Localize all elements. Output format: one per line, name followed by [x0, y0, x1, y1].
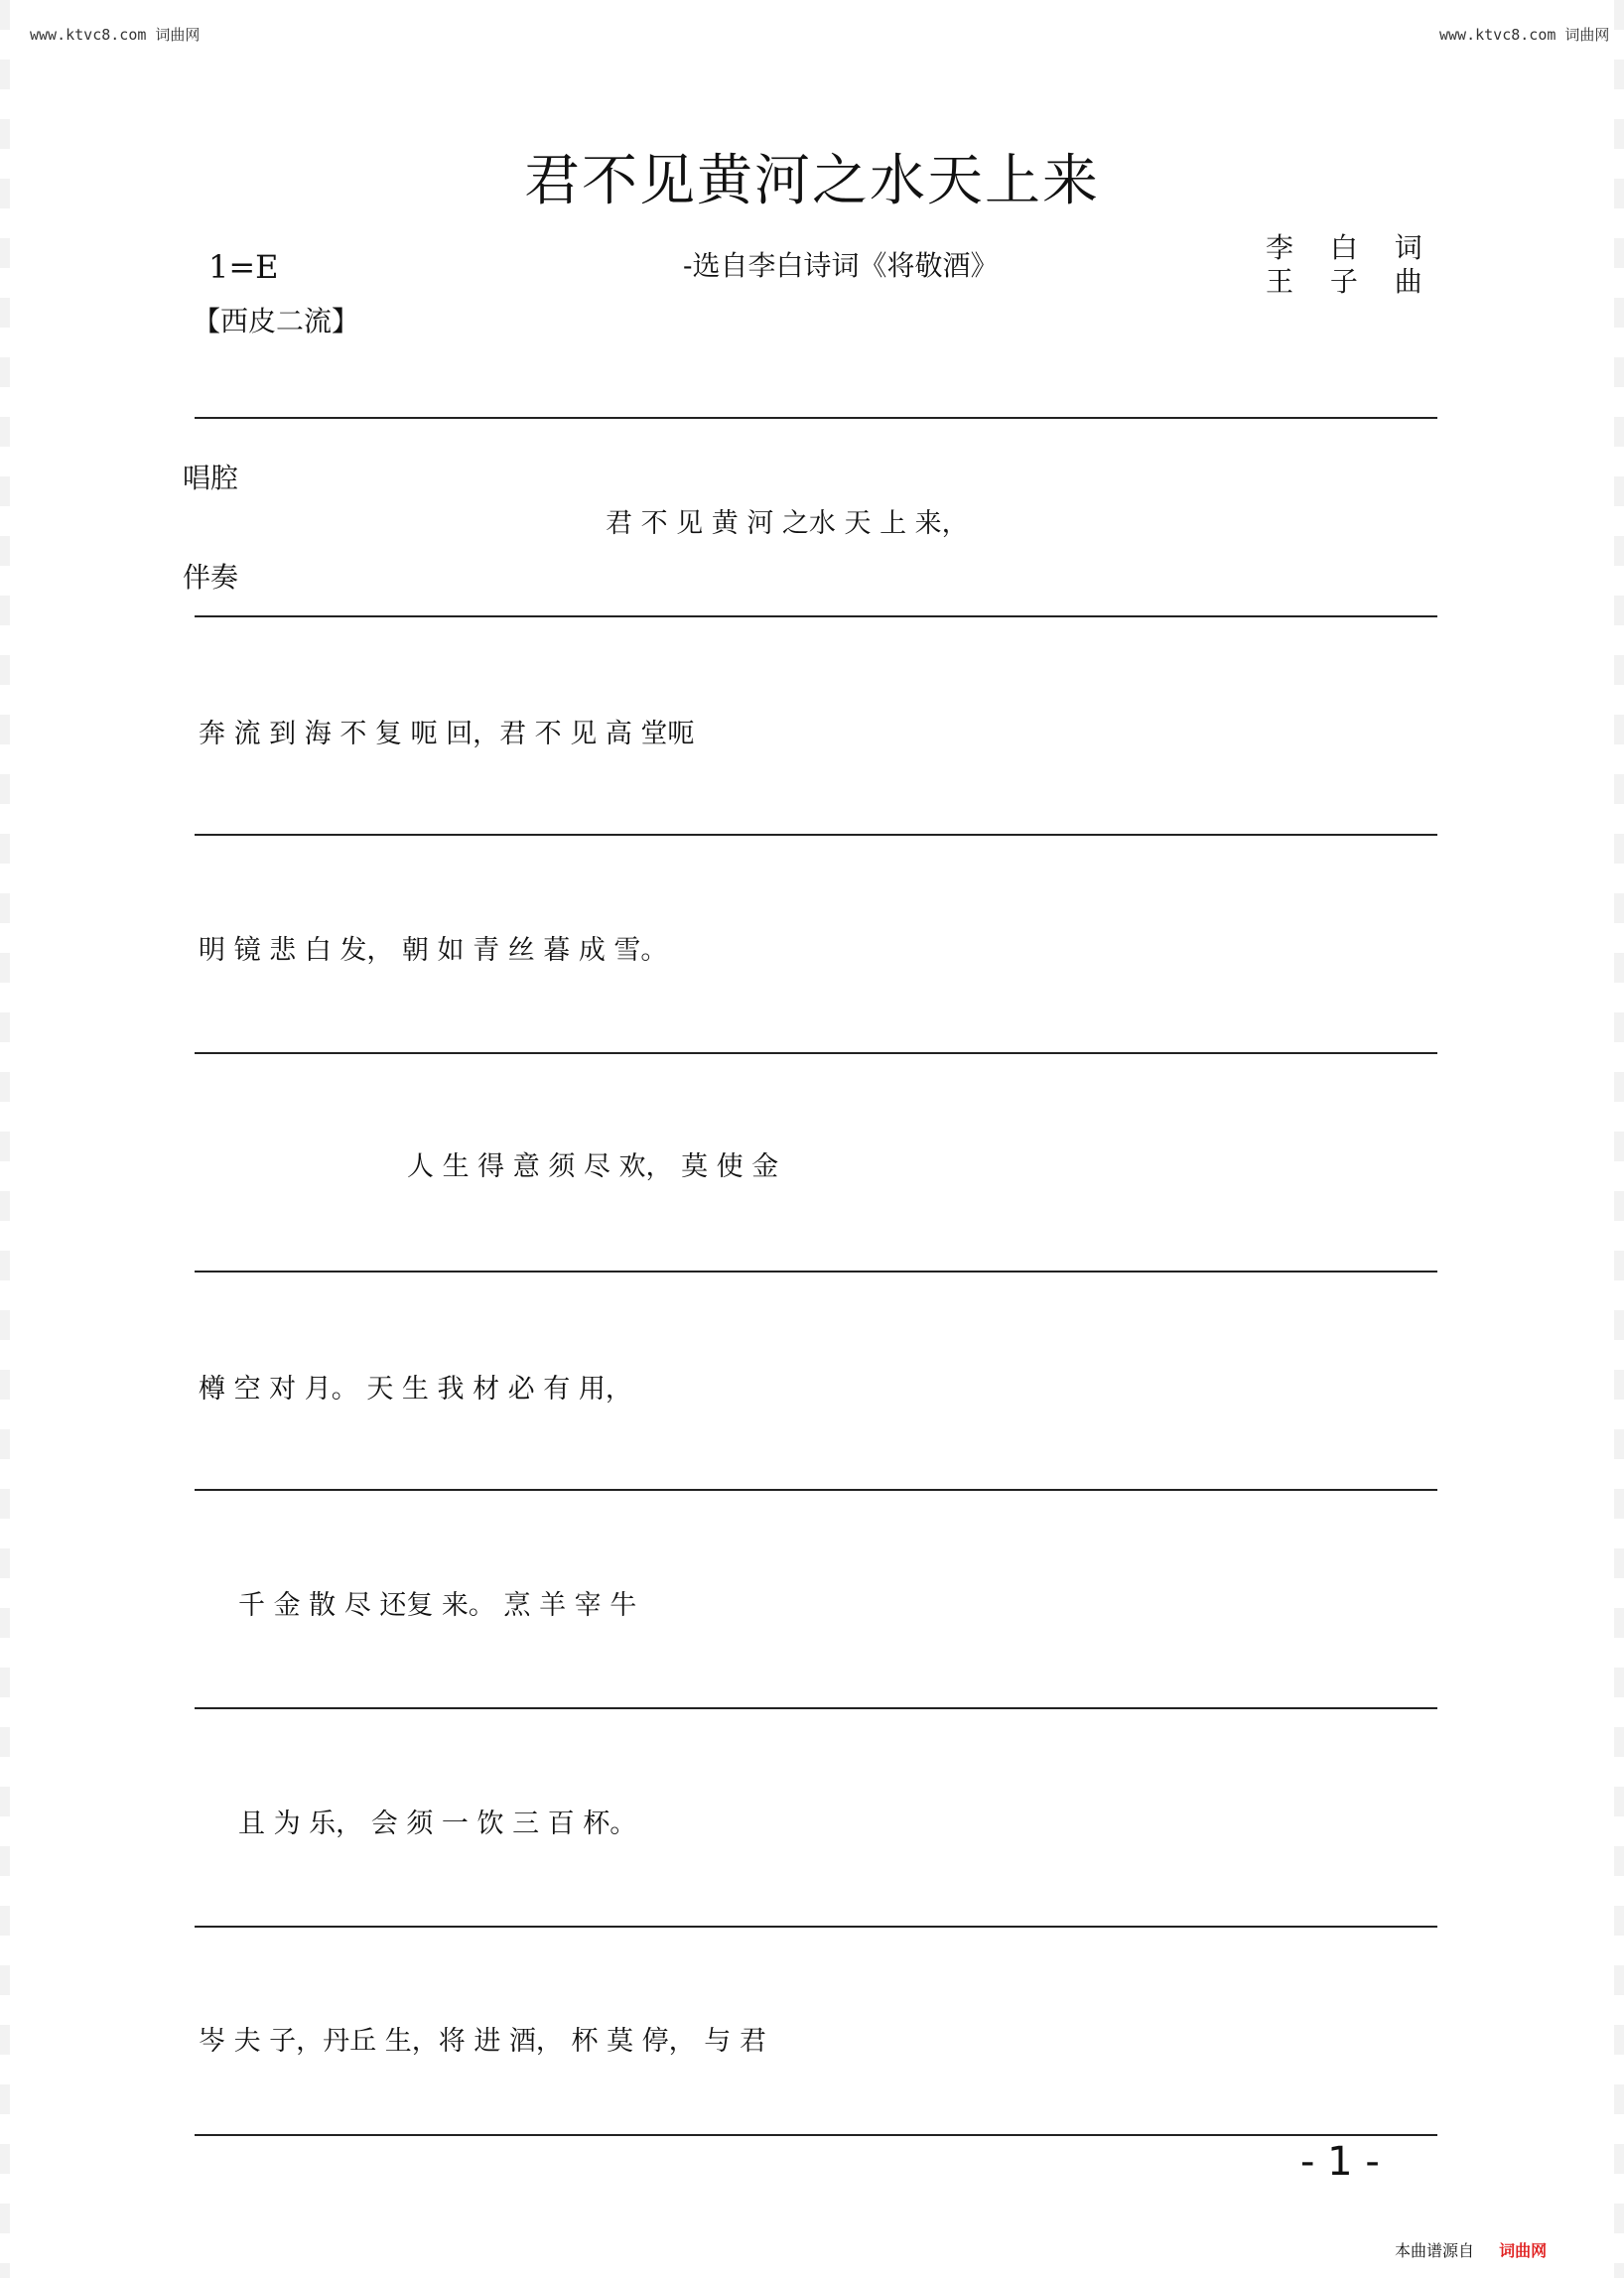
- score-row-line: [195, 1489, 1437, 1491]
- score-row-line: [195, 1271, 1437, 1273]
- site-watermark-left: www.ktvc8.com 词曲网: [30, 26, 201, 44]
- lyric-line-4: 人 生 得 意 须 尽 欢， 莫 使 金: [407, 1151, 779, 1182]
- mode-label: 【西皮二流】: [193, 305, 360, 337]
- page-title: 君不见黄河之水天上来: [524, 149, 1100, 213]
- score-row-line: [195, 2134, 1437, 2136]
- lyric-line-7: 且 为 乐， 会 须 一 饮 三 百 杯。: [238, 1809, 637, 1839]
- footer-credit: [1395, 2238, 1547, 2261]
- score-row-line: [195, 615, 1437, 617]
- key-signature: 1=E: [208, 248, 279, 286]
- composer-credit: 王 子 曲: [1266, 265, 1436, 298]
- score-row-line: [195, 1052, 1437, 1054]
- score-row-line: [195, 1707, 1437, 1709]
- lyric-line-3: 明 镜 悲 白 发， 朝 如 青 丝 暮 成 雪。: [199, 935, 668, 966]
- subtitle: -选自李白诗词《将敬酒》: [683, 249, 999, 282]
- score-row-line: [195, 417, 1437, 419]
- lyricist-credit: 李 白 词: [1266, 231, 1436, 264]
- lyric-line-5: 樽 空 对 月。 天 生 我 材 必 有 用，: [199, 1374, 632, 1405]
- lyric-line-2: 奔 流 到 海 不 复 呃 回，君 不 见 高 堂呃: [199, 719, 695, 749]
- lyric-line-1: 君 不 见 黄 河 之水 天 上 来，: [606, 508, 969, 539]
- page-number: - 1 -: [1300, 2139, 1380, 2185]
- right-border-band: [1614, 0, 1624, 2278]
- left-border-band: [0, 0, 10, 2278]
- site-watermark-right: www.ktvc8.com 词曲网: [1439, 26, 1610, 44]
- accompaniment-part-label: 伴奏: [183, 561, 239, 594]
- footer-source: 本曲谱源自: [1395, 2241, 1475, 2260]
- vocal-part-label: 唱腔: [183, 462, 239, 494]
- score-row-line: [195, 1926, 1437, 1928]
- lyric-line-6: 千 金 散 尽 还复 来。 烹 羊 宰 牛: [238, 1590, 637, 1621]
- lyric-line-8: 岑 夫 子，丹丘 生，将 进 酒， 杯 莫 停， 与 君: [199, 2026, 766, 2057]
- footer-brand-link[interactable]: 词曲网: [1499, 2241, 1548, 2260]
- score-row-line: [195, 834, 1437, 836]
